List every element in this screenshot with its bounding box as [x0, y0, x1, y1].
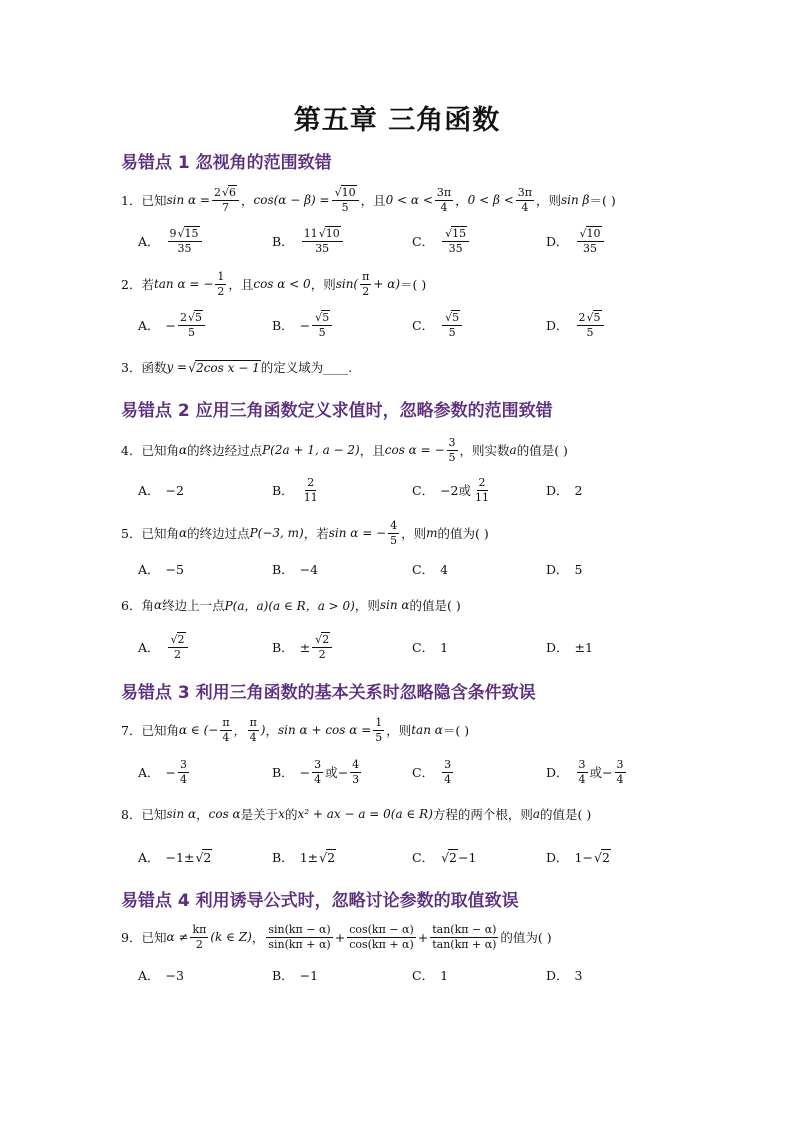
options-q7 — [138, 755, 698, 789]
option-c[interactable]: C． 1 — [412, 967, 449, 983]
option-d[interactable]: D． 3 — [546, 967, 583, 983]
option-d[interactable]: D． 1− √2 — [546, 849, 610, 865]
option-d[interactable]: D． $\frac{2√5}{5}$ — [546, 308, 606, 342]
question-5: 5．已知角 α 的终边过点 P(−3, m) ，若 sin α = − $\frac{4}{5}$ ，则 m 的值为( ) — [121, 518, 489, 547]
option-a[interactable]: A． −1± √2 — [138, 849, 212, 865]
option-b[interactable]: B． −1 — [272, 967, 319, 983]
option-b[interactable]: B． − $\frac{√5}{5}$ — [272, 308, 334, 342]
question-3: 3．函数 y = √2cos x − 1 的定义域为____. — [121, 359, 353, 375]
question-1: 1．已知 sin α = $\frac{2√6}{7}$ ， cos(α − β) = $\frac{√10}{5}$ ，且 0 < α < $\frac{3\pi}{4}$ ， 0 < β < $\frac{3\pi}{4}$ ，则 sin β ＝( ) — [121, 185, 616, 214]
question-2: 2．若 tan α = − $\frac{1}{2}$ ，且 cos α < 0 ，则 sin( $\frac{\pi}{2}$ + α) ＝( ) — [121, 269, 427, 298]
option-b[interactable]: B． −4 — [272, 561, 319, 577]
option-d[interactable]: D． ±1 — [546, 639, 593, 655]
options-q8 — [138, 840, 698, 874]
section-heading-4: 易错点 4 利用诱导公式时，忽略讨论参数的取值致误 — [121, 891, 519, 911]
question-4: 4．已知角 α 的终边经过点 P(2a + 1, a − 2) ，且 cos α = − $\frac{3}{5}$ ，则实数 a 的值是( ) — [121, 435, 568, 464]
option-c[interactable]: C． $\frac{√5}{5}$ — [412, 308, 464, 342]
options-q4 — [138, 473, 698, 507]
option-a[interactable]: A． $\frac{√2}{2}$ — [138, 630, 190, 664]
option-c[interactable]: C． √2 −1 — [412, 849, 477, 865]
section-heading-1: 易错点 1 忽视角的范围致错 — [121, 153, 332, 173]
option-a[interactable]: A． − $\frac{2√5}{5}$ — [138, 308, 207, 342]
option-b[interactable]: B． ± $\frac{√2}{2}$ — [272, 630, 334, 664]
option-d[interactable]: D． 2 — [546, 482, 583, 498]
option-c[interactable]: C． $\frac{√15}{35}$ — [412, 224, 471, 258]
option-b[interactable]: B． $\frac{11√10}{35}$ — [272, 224, 345, 258]
question-6: 6．角 α 终边上一点 P(a，a)(a ∈ R，a > 0) ，则 sin α 的值是( ) — [121, 598, 461, 613]
section-heading-2: 易错点 2 应用三角函数定义求值时，忽略参数的范围致错 — [121, 401, 553, 421]
option-c[interactable]: C． 1 — [412, 639, 449, 655]
section-heading-3: 易错点 3 利用三角函数的基本关系时忽略隐含条件致误 — [121, 683, 536, 703]
option-b[interactable]: B． $\frac{2}{11}$ — [272, 475, 318, 504]
option-a[interactable]: A． − $\frac{3}{4}$ — [138, 757, 188, 786]
option-d[interactable]: D． $\frac{√10}{35}$ — [546, 224, 606, 258]
question-7: 7．已知角 α ∈ (− $\frac{\pi}{4}$ ， $\frac{\pi}{4}$ ) ， sin α + cos α = $\frac{1}{5}$ ，则 tan α ＝( ) — [121, 715, 470, 744]
option-a[interactable]: A． −5 — [138, 561, 184, 577]
question-9: 9．已知 α ≠ $\frac{k\pi}{2}$ (k ∈ Z) ， $\frac{\sin(k\pi - \alpha)}{\sin(k\pi + \alpha)}$ + $\frac{\cos(k\pi - \alpha)}{\cos(k\pi + \alpha)}$ + $\frac{\tan(k\pi - \alpha)}{\tan(k\pi + \alpha)}$ 的值为( ) — [121, 922, 552, 951]
question-8: 8．已知 sin α ， cos α 是关于 x 的 x² + ax − a = 0(a ∈ R) 方程的两个根，则 a 的值是( ) — [121, 807, 592, 822]
option-a[interactable]: A． −3 — [138, 967, 184, 983]
option-b[interactable]: B． − $\frac{3}{4}$ 或 − $\frac{4}{3}$ — [272, 757, 360, 786]
option-d[interactable]: D． $\frac{3}{4}$ 或 − $\frac{3}{4}$ — [546, 757, 624, 786]
option-d[interactable]: D． 5 — [546, 561, 583, 577]
options-q9 — [138, 958, 698, 992]
options-q2 — [138, 308, 698, 342]
option-c[interactable]: C． 4 — [412, 561, 449, 577]
options-q5 — [138, 552, 698, 586]
option-a[interactable]: A． $\frac{9√15}{35}$ — [138, 224, 204, 258]
option-c[interactable]: C． $\frac{3}{4}$ — [412, 757, 452, 786]
options-q1 — [138, 224, 698, 258]
option-a[interactable]: A． −2 — [138, 482, 184, 498]
options-q6 — [138, 630, 698, 664]
option-b[interactable]: B． 1± √2 — [272, 849, 336, 865]
page-title: 第五章 三角函数 — [293, 105, 501, 136]
option-c[interactable]: C． −2或 $\frac{2}{11}$ — [412, 475, 490, 504]
